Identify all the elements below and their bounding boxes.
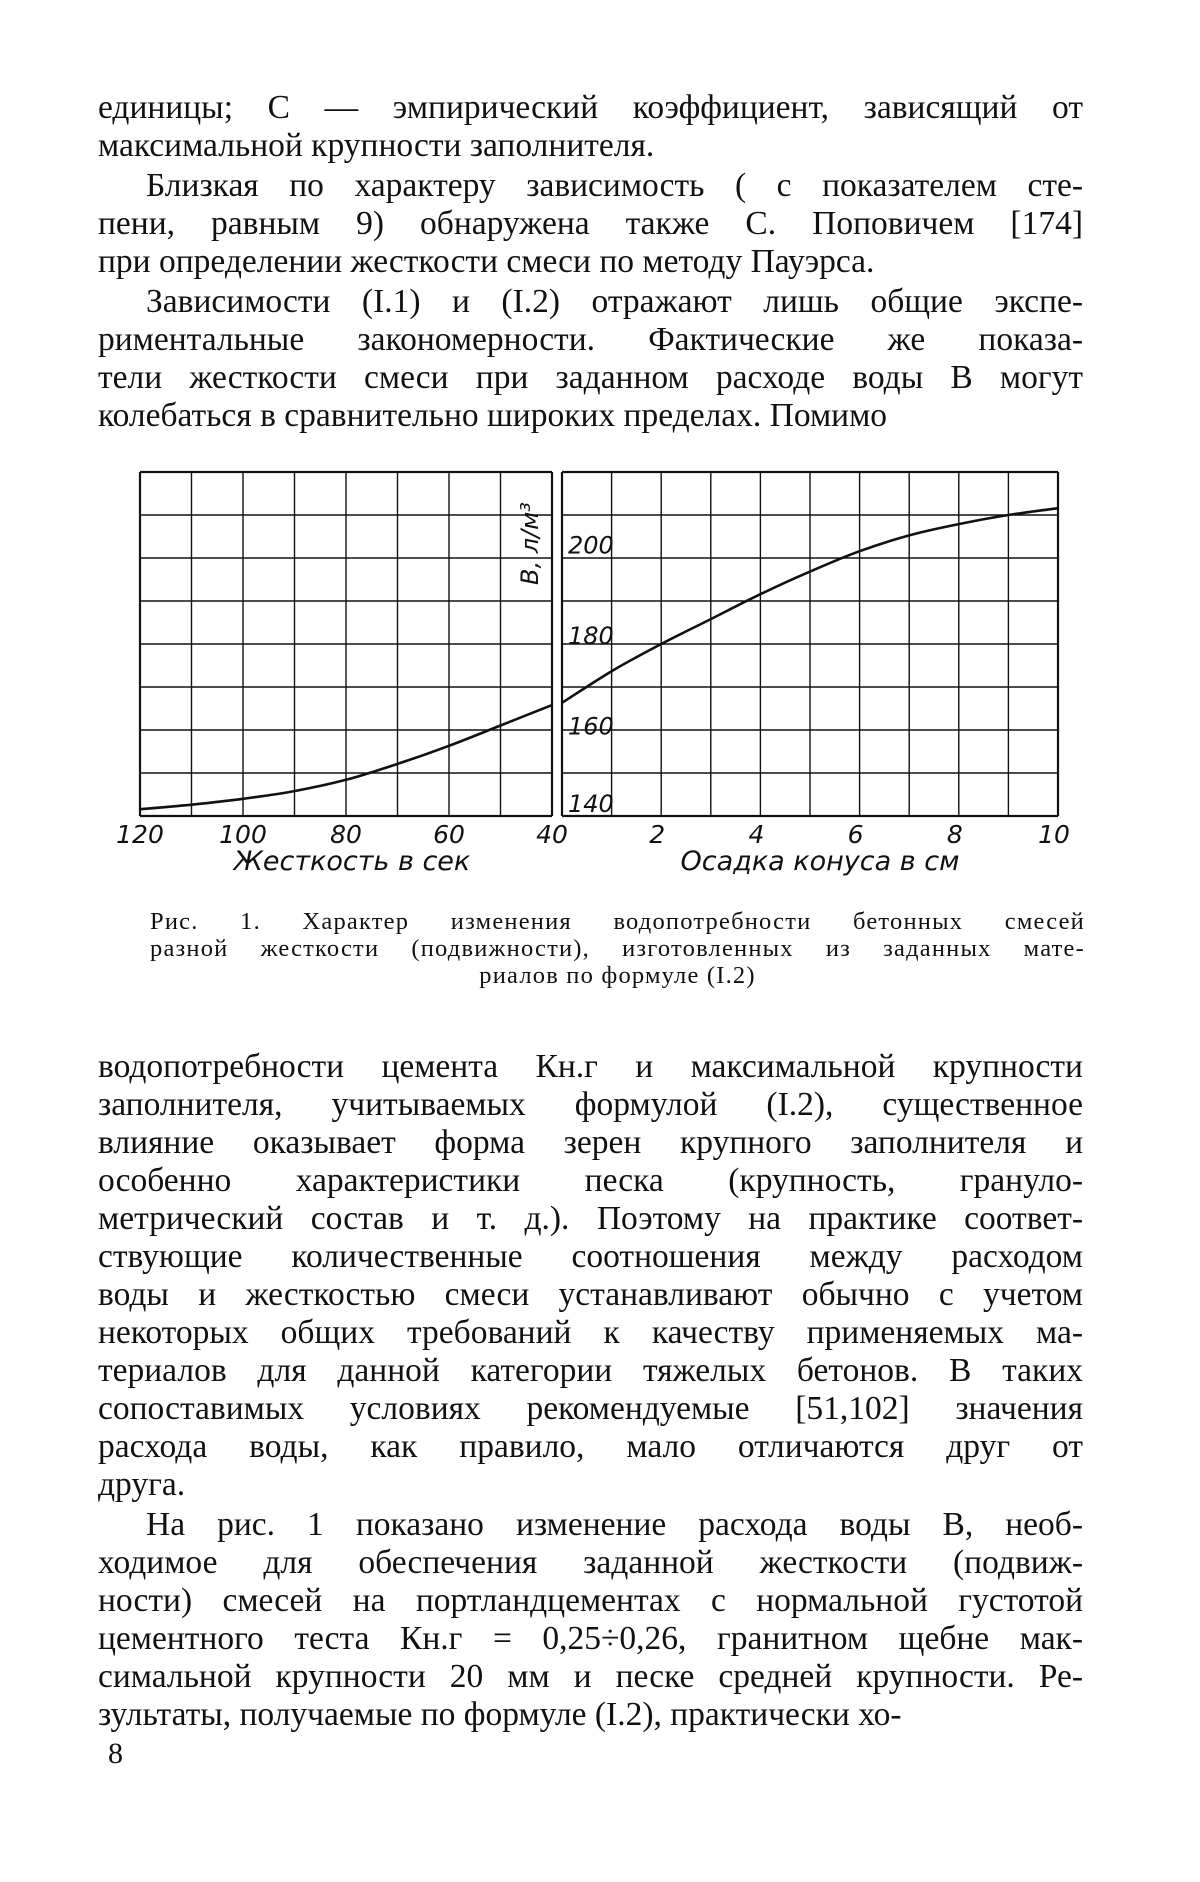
text-line: зультаты, получаемые по формуле (I.2), практически хо- xyxy=(98,1696,902,1733)
text-line: максимальной крупности заполнителя. xyxy=(98,127,655,164)
page-number: 8 xyxy=(108,1737,123,1770)
left-panel-grid xyxy=(140,472,552,816)
text-line: риментальные закономерности. Фактические же показа- xyxy=(98,321,1083,358)
caption-line: разной жесткости (подвижности), изготовленных из заданных мате- xyxy=(150,935,1085,962)
text-line: влияние оказывает форма зерен крупного заполнителя и xyxy=(98,1124,1083,1161)
y-axis-label: В, л/м³ xyxy=(516,502,544,585)
x-axis-label-slump: Осадка конуса в см xyxy=(680,846,960,877)
x-tick-label-stiffness: 40 xyxy=(536,820,568,849)
y-tick-label: 140 xyxy=(568,790,614,818)
text-line: На рис. 1 показано изменение расхода воды В, необ- xyxy=(146,1506,1083,1543)
figure-caption xyxy=(150,908,1085,989)
text-line: териалов для данной категории тяжелых бетонов. В таких xyxy=(98,1352,1083,1389)
text-line: тели жесткости смеси при заданном расходе воды В могут xyxy=(98,359,1083,396)
text-line: симальной крупности 20 мм и песке средней крупности. Ре- xyxy=(98,1658,1083,1695)
text-line: метрический состав и т. д.). Поэтому на практике соответ- xyxy=(98,1200,1083,1237)
paragraph xyxy=(98,1048,1083,1504)
text-line: друга. xyxy=(98,1466,186,1503)
text-line: пени, равным 9) обнаружена также С. Поповичем [174] xyxy=(98,205,1083,242)
text-line: заполнителя, учитываемых формулой (I.2), существенное xyxy=(98,1086,1083,1123)
text-line: некоторых общих требований к качеству применяемых ма- xyxy=(98,1314,1083,1351)
x-tick-label-slump: 8 xyxy=(946,820,963,849)
x-tick-label-slump: 6 xyxy=(847,820,864,849)
x-tick-label-stiffness: 60 xyxy=(433,820,465,849)
text-line: ходимое для обеспечения заданной жесткости (подвиж- xyxy=(98,1544,1083,1581)
text-line: особенно характеристики песка (крупность, грануло- xyxy=(98,1162,1083,1199)
x-tick-label-stiffness: 100 xyxy=(219,820,267,849)
x-tick-label-slump: 4 xyxy=(748,820,765,849)
text-line: колебаться в сравнительно широких пределах. Помимо xyxy=(98,397,888,434)
x-tick-label-slump: 10 xyxy=(1038,820,1070,849)
caption-line: Рис. 1. Характер изменения водопотребности бетонных смесей xyxy=(150,908,1085,935)
caption-line: риалов по формуле (I.2) xyxy=(479,962,756,989)
y-tick-label: 160 xyxy=(568,712,614,741)
text-line: ности) смесей на портландцементах с нормальной густотой xyxy=(98,1582,1083,1619)
text-line: ствующие количественные соотношения между расходом xyxy=(98,1238,1083,1275)
y-tick-label: 200 xyxy=(568,531,614,560)
x-axis-label-stiffness: Жесткость в сек xyxy=(233,846,471,877)
paragraph xyxy=(98,1506,1083,1734)
right-panel-grid xyxy=(562,472,1058,816)
text-line: водопотребности цемента Кн.г и максимальной крупности xyxy=(98,1048,1083,1085)
text-line: цементного теста Кн.г = 0,25÷0,26, гранитном щебне мак- xyxy=(98,1620,1083,1657)
text-line: сопоставимых условиях рекомендуемые [51,102] значения xyxy=(98,1390,1083,1427)
text-line: при определении жесткости смеси по методу Пауэрса. xyxy=(98,243,875,280)
text-line: воды и жесткостью смеси устанавливают обычно с учетом xyxy=(98,1276,1083,1313)
text-line: Близкая по характеру зависимость ( с показателем сте- xyxy=(146,167,1083,204)
x-tick-label-stiffness: 80 xyxy=(330,820,362,849)
x-tick-label-slump: 2 xyxy=(649,820,666,849)
figure-1 xyxy=(0,0,1200,900)
text-line: единицы; С — эмпирический коэффициент, зависящий от xyxy=(98,89,1083,126)
x-tick-label-stiffness: 120 xyxy=(116,820,164,849)
y-tick-label: 180 xyxy=(568,621,614,650)
text-line: расхода воды, как правило, мало отличаются друг от xyxy=(98,1428,1083,1465)
text-line: Зависимости (I.1) и (I.2) отражают лишь общие экспе- xyxy=(146,283,1083,320)
